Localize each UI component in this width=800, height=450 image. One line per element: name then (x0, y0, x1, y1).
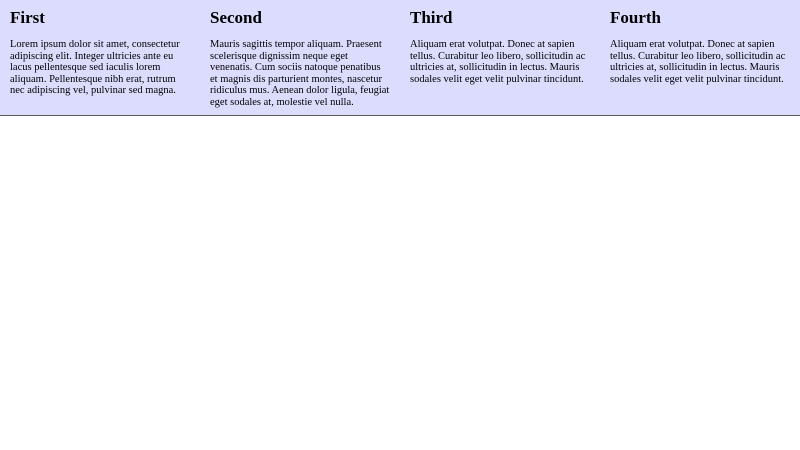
column-fourth (600, 0, 800, 115)
column-second (200, 0, 400, 115)
columns-header-band (0, 0, 800, 116)
column-text: Aliquam erat volutpat. Donec at sapien tellus. Curabitur leo libero, sollicitudin ac ultricies at, sollicitudin in lectus. Mauris sodales velit eget velit pulvinar tincidunt. (610, 39, 786, 85)
column-heading: Second (210, 8, 262, 27)
column-first (0, 0, 200, 115)
column-third (400, 0, 600, 115)
column-text: Mauris sagittis tempor aliquam. Praesent scelerisque dignissim neque eget venenatis. Cum sociis natoque penatibus et magnis dis parturient montes, nascetur ridiculus mus. Aenean dolor ligula, feugiat eget sodales at, molestie vel nulla. (210, 39, 390, 108)
column-text: Lorem ipsum dolor sit amet, consectetur adipiscing elit. Integer ultricies ante eu lacus pellentesque sed iaculis lorem aliquam. Pellentesque nibh erat, rutrum nec adipiscing vel, pulvinar sed magna. (10, 39, 180, 96)
column-heading: First (10, 8, 45, 27)
column-heading: Fourth (610, 8, 661, 27)
column-text: Aliquam erat volutpat. Donec at sapien tellus. Curabitur leo libero, sollicitudin ac ultricies at, sollicitudin in lectus. Mauris sodales velit eget velit pulvinar tincidunt. (410, 39, 586, 85)
column-heading: Third (410, 8, 453, 27)
empty-page-area (0, 116, 800, 450)
